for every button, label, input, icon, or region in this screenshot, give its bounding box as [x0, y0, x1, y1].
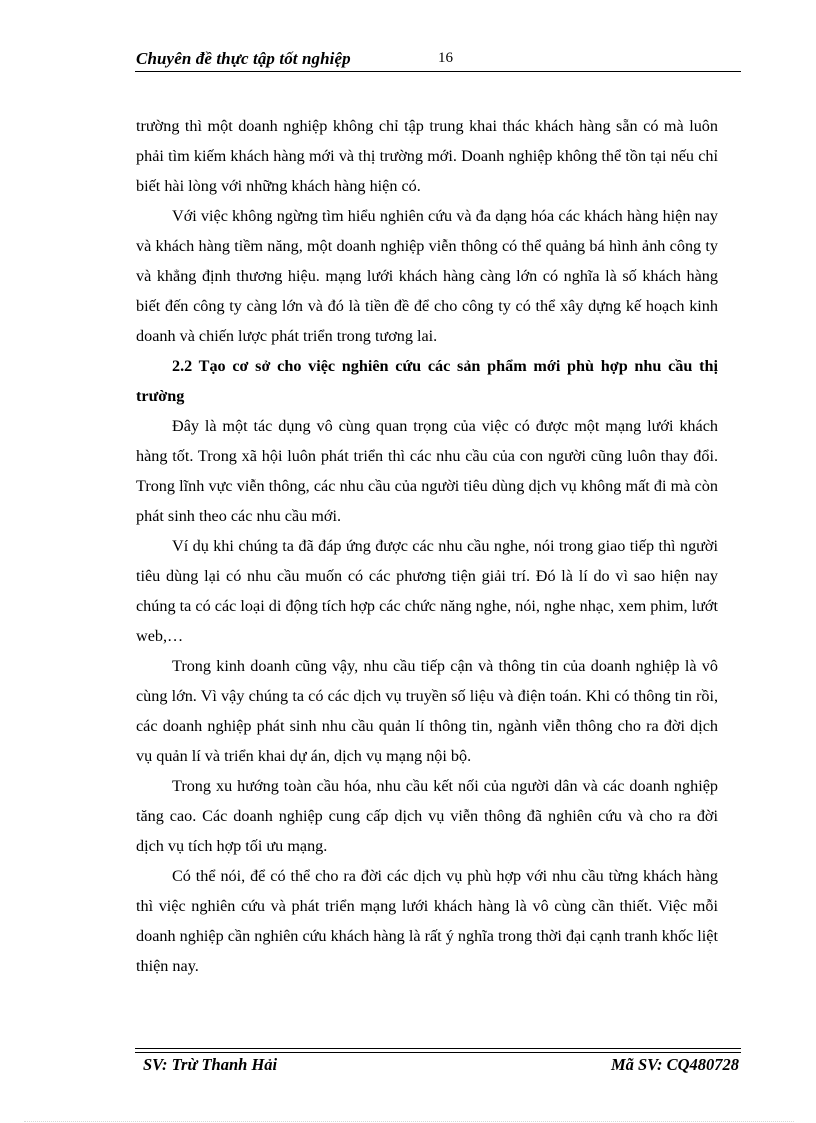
- header-title: Chuyên đề thực tập tốt nghiệp: [136, 49, 351, 68]
- paragraph: Ví dụ khi chúng ta đã đáp ứng được các nhu cầu nghe, nói trong giao tiếp thì người tiêu dùng lại có nhu cầu muốn có các phương tiện giải trí. Đó là lí do vì sao hiện nay chúng ta có các loại di động tích hợp các chức năng nghe, nói, nghe nhạc, xem phim, lướt web,…: [136, 537, 718, 645]
- footer-divider: [135, 1048, 741, 1053]
- page-number: 16: [438, 50, 453, 66]
- paragraph: Trong xu hướng toàn cầu hóa, nhu cầu kết nối của người dân và các doanh nghiệp tăng cao. Các doanh nghiệp cung cấp dịch vụ viễn thông đã nghiên cứu và cho ra đời dịch vụ tích hợp tối ưu mạng.: [136, 777, 718, 855]
- student-id: Mã SV: CQ480728: [610, 1055, 739, 1074]
- document-body: [136, 111, 718, 981]
- header-divider: [135, 71, 741, 72]
- paragraph-continuation: trường thì một doanh nghiệp không chỉ tập trung khai thác khách hàng sẵn có mà luôn phải tìm kiếm khách hàng mới và thị trường mới. Doanh nghiệp không thể tồn tại nếu chỉ biết hài lòng với những khách hàng hiện có.: [136, 117, 718, 195]
- section-heading: 2.2 Tạo cơ sở cho việc nghiên cứu các sản phẩm mới phù hợp nhu cầu thị trường: [136, 357, 718, 405]
- paragraph: Trong kinh doanh cũng vậy, nhu cầu tiếp cận và thông tin của doanh nghiệp là vô cùng lớn. Vì vậy chúng ta có các dịch vụ truyền số liệu và điện toán. Khi có thông tin rồi, các doanh nghiệp phát sinh nhu cầu quản lí thông tin, ngành viễn thông cho ra đời dịch vụ quản lí và triển khai dự án, dịch vụ mạng nội bộ.: [136, 657, 718, 765]
- paragraph: Với việc không ngừng tìm hiểu nghiên cứu và đa dạng hóa các khách hàng hiện nay và khách hàng tiềm năng, một doanh nghiệp viễn thông có thể quảng bá hình ảnh công ty và khẳng định thương hiệu. mạng lưới khách hàng càng lớn có nghĩa là số khách hàng biết đến công ty càng lớn và đó là tiền đề để cho công ty có thể xây dựng kế hoạch kinh doanh và chiến lược phát triển trong tương lai.: [136, 207, 718, 345]
- page-edge-dots: [24, 1121, 794, 1122]
- paragraph: Đây là một tác dụng vô cùng quan trọng của việc có được một mạng lưới khách hàng tốt. Trong xã hội luôn phát triển thì các nhu cầu của con người cũng luôn thay đổi. Trong lĩnh vực viễn thông, các nhu cầu của người tiêu dùng dịch vụ không mất đi mà còn phát sinh theo các nhu cầu mới.: [136, 417, 718, 525]
- student-name: SV: Trừ Thanh Hải: [143, 1055, 278, 1074]
- paragraph: Có thể nói, để có thể cho ra đời các dịch vụ phù hợp với nhu cầu từng khách hàng thì việc nghiên cứu và phát triển mạng lưới khách hàng là vô cùng cần thiết. Việc mỗi doanh nghiệp cần nghiên cứu khách hàng là rất ý nghĩa trong thời đại cạnh tranh khốc liệt thiện nay.: [136, 867, 718, 975]
